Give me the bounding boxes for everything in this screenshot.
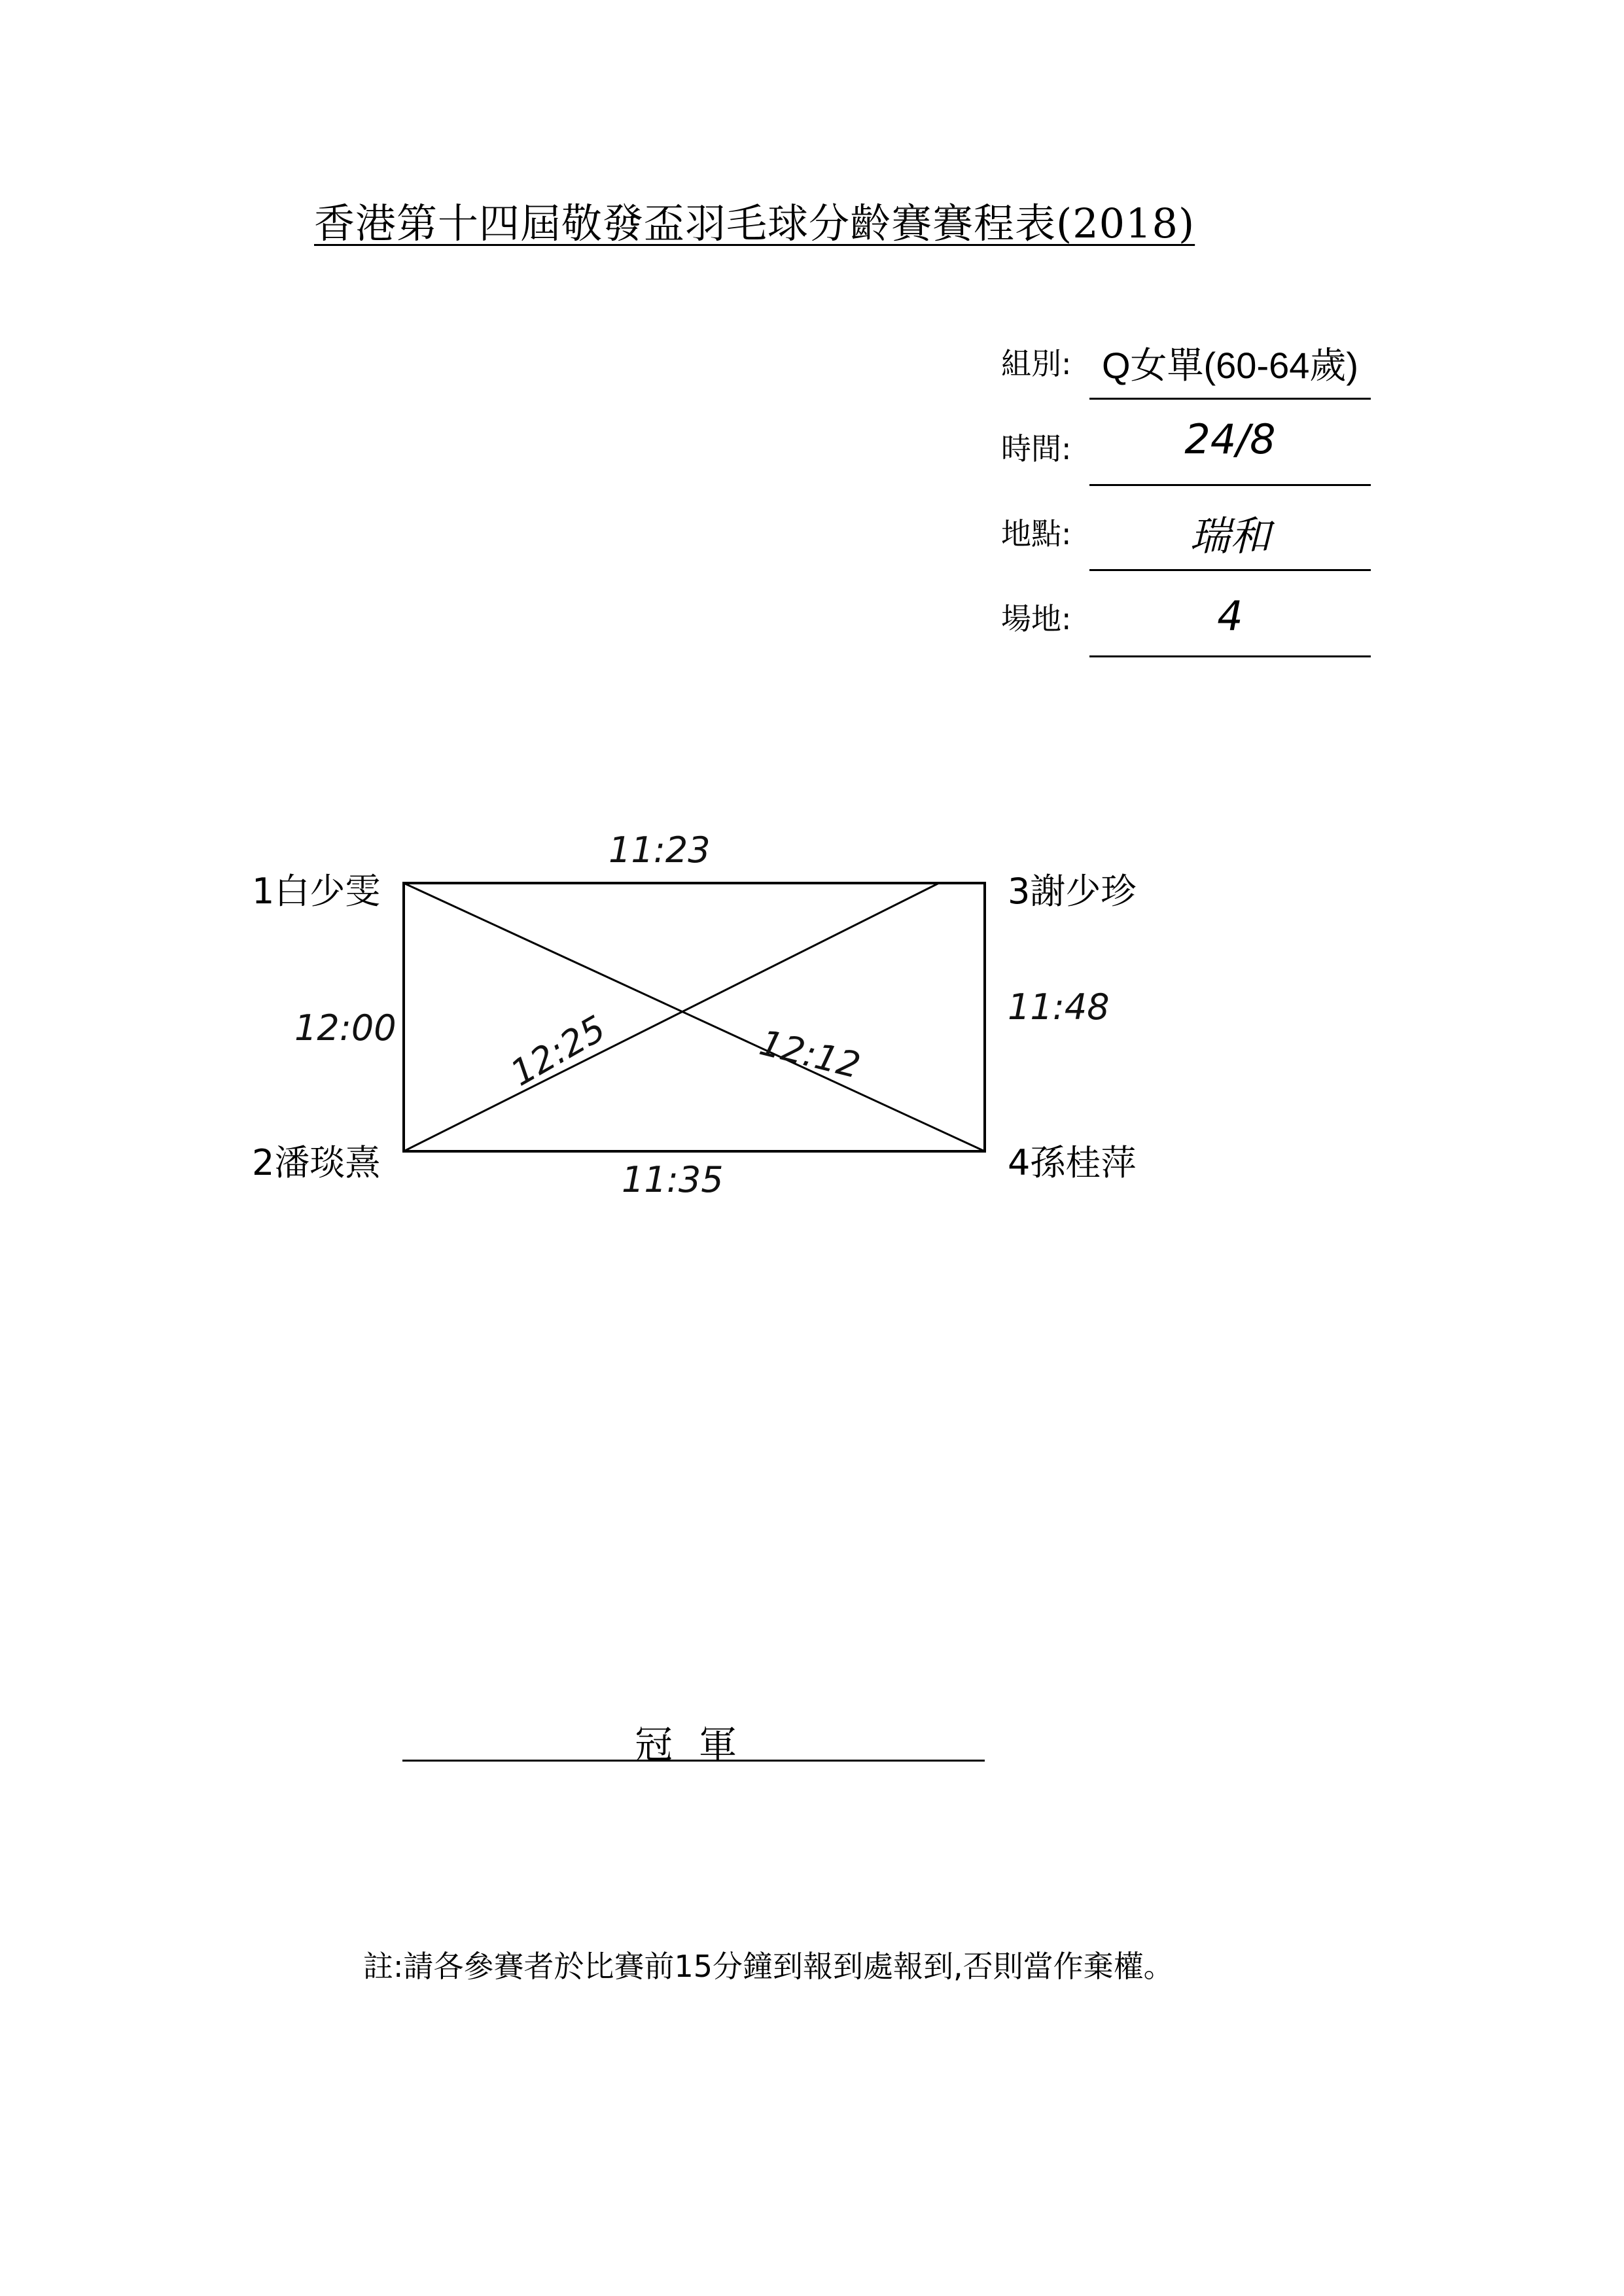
player-2: 2潘琰熹 [252,1142,381,1183]
diagonal-1-4 [404,883,985,1151]
match-time-diag-1-4: 12:12 [755,1022,864,1087]
time-label: 時間: [1001,431,1072,466]
group-label: 組別: [1001,346,1072,381]
match-time-bottom: 11:35 [622,1159,724,1200]
venue-value: 瑞和 [1189,512,1271,560]
match-time-diag-2-3: 12:25 [503,1007,612,1094]
player-3: 3謝少珍 [1008,871,1137,912]
group-value: Q女單(60-64歲) [1101,345,1359,386]
player-4: 4孫桂萍 [1008,1142,1137,1183]
court-value: 4 [1217,592,1243,640]
page-title: 香港第十四屆敬發盃羽毛球分齡賽賽程表(2018) [314,200,1195,247]
venue-label: 地點: [1001,516,1072,551]
diagonal-2-3 [404,883,939,1151]
match-time-left: 12:00 [294,1007,397,1049]
player-1: 1白少雯 [252,871,381,912]
champion-label: 冠軍 [635,1722,764,1767]
champion-underline [402,1760,985,1762]
match-time-top: 11:23 [609,829,711,871]
footer-note: 註:請各參賽者於比賽前15分鐘到報到處報到,否則當作棄權。 [363,1949,1174,1984]
match-time-right: 11:48 [1008,986,1110,1028]
court-label: 場地: [1001,601,1072,636]
time-value: 24/8 [1184,415,1276,463]
